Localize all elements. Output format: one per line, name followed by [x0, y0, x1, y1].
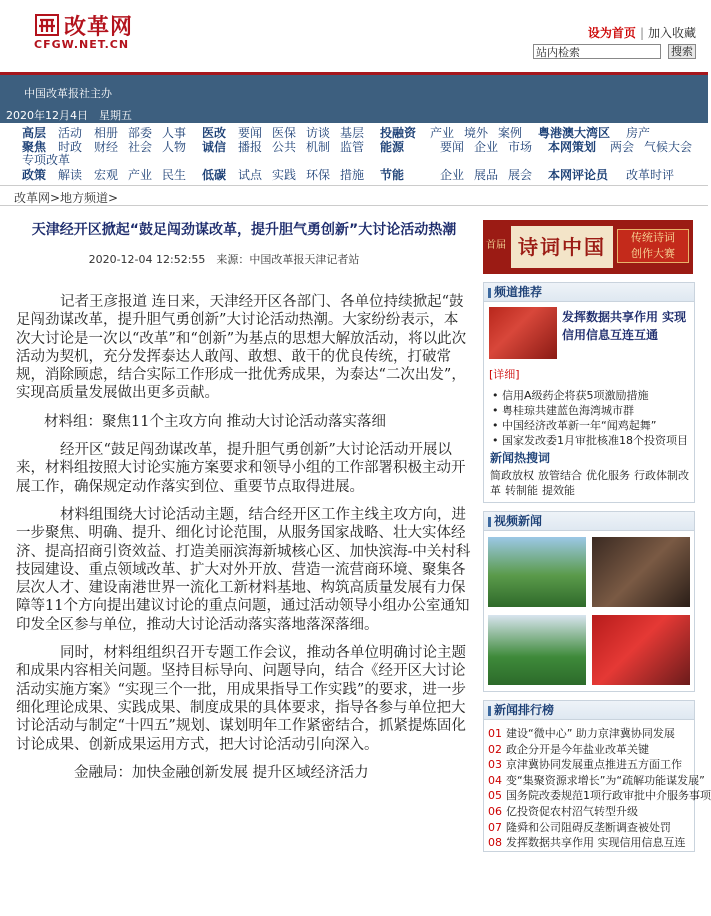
breadcrumb[interactable]: 改革网>地方频道> [14, 191, 119, 205]
nav-item[interactable]: 机制 [306, 140, 331, 154]
logo-mark-icon [34, 12, 60, 38]
featured-title[interactable]: 发挥数据共享作用 实现信用信息互连互通 [562, 310, 687, 342]
ranking-list [484, 720, 711, 851]
nav-item[interactable]: 展品 [474, 168, 499, 182]
nav-item[interactable]: 企业 [440, 168, 465, 182]
nav-item[interactable]: 实践 [272, 168, 297, 182]
nav-item[interactable]: 本网策划 [548, 140, 597, 154]
search-input[interactable] [533, 44, 661, 59]
ranking-item[interactable]: 03 京津冀协同发展重点推进五方面工作 [488, 758, 682, 772]
article-paragraph: 经开区“鼓足闯劲谋改革，提升胆气勇创新”大讨论活动开展以来，材料组按照大讨论实施方案要求和领导小组的工作部署积极主动开展工作，确保规定动作落实到位、重要节点取得进展。 [16, 442, 466, 495]
article-paragraph: 记者王彦报道 连日来，天津经开区各部门、各单位持续掀起“鼓足闯劲谋改革，提升胆气勇创新”大讨论活动热潮。大家纷纷表示，本次大讨论是一次以“改革”和“创新”为基点的思想大解放活动，将以此次活动为契机，充分发挥泰达人敢闯、敢想、敢干的优良传统，打破常规，消除顾虑，结合实际工作形成一批优秀成果，为泰达“二次出发”，实现高质量发展做出更多贡献。 [16, 294, 467, 402]
hot-word[interactable]: 放管结合 [538, 469, 582, 482]
nav-item[interactable]: 试点 [238, 168, 263, 182]
date-text: 2020年12月4日 星期五 [6, 109, 132, 122]
article-subheading: 材料组：聚焦11个主攻方向 推动大讨论活动落实落细 [44, 413, 387, 430]
set-home-link[interactable]: 设为首页 [587, 26, 636, 40]
hot-word[interactable]: 优化服务 [586, 469, 630, 482]
channel-nav [0, 123, 708, 186]
nav-item[interactable]: 措施 [340, 168, 365, 182]
featured-item[interactable] [484, 302, 694, 364]
ranking-item[interactable]: 01 建设“微中心” 助力京津冀协同发展 [488, 727, 675, 740]
nav-item[interactable]: 基层 [340, 126, 365, 140]
poetry-banner[interactable] [483, 220, 693, 274]
nav-item[interactable]: 人物 [162, 140, 187, 154]
nav-item[interactable]: 解读 [58, 168, 83, 182]
add-favorite-link[interactable]: 加入收藏 [647, 26, 696, 40]
article-paragraph: 同时，材料组组织召开专题工作会议，推动各单位明确讨论主题和成果内容相关问题。坚持目标导向、问题导向，结合《经开区大讨论活动实施方案》“实现三个一批，用成果指导工作实践”的要求，进一步细化理论成果、实践成果、制度成果的具体要求，指导各参与单位把大讨论活动与制定“十四五”规划、谋划明年工作紧密结合，抓紧提炼固化讨论成果、创新成果运用方式，把大讨论活动引向深入。 [16, 645, 466, 753]
article-subheading: 金融局：加快金融创新发展 提升区域经济活力 [74, 764, 369, 781]
site-domain: CFGW.NET.CN [34, 38, 130, 51]
nav-item[interactable]: 社会 [128, 140, 153, 154]
sidebar [483, 220, 711, 852]
article-title: 天津经开区掀起“鼓足闯劲谋改革，提升胆气勇创新”大讨论活动热潮 [31, 222, 457, 238]
nav-item[interactable]: 财经 [94, 140, 119, 154]
nav-item[interactable]: 两会 [610, 140, 635, 154]
nav-item[interactable]: 医改 [202, 126, 227, 140]
nav-item[interactable]: 气候大会 [644, 140, 693, 154]
nav-item[interactable]: 改革时评 [626, 168, 675, 182]
host-text: 中国改革报社主办 [24, 87, 112, 100]
ranking-box [483, 700, 711, 852]
list-item[interactable]: • 粤桂琼共建蓝色海湾城市群 [490, 403, 690, 418]
hot-word[interactable]: 简政放权 [490, 469, 534, 482]
ranking-item[interactable]: 04 变“集聚资源求增长”为“疏解功能谋发展” [488, 773, 705, 787]
site-header [0, 0, 708, 72]
video-grid [484, 531, 694, 691]
video-thumbnail[interactable] [592, 615, 690, 685]
banner-subtitle: 传统诗词 创作大赛 [617, 229, 689, 263]
ranking-item[interactable]: 08 发挥数据共享作用 实现信用信息互连 [488, 836, 686, 850]
nav-item[interactable]: 高层 [22, 126, 47, 140]
article [16, 222, 472, 782]
article-paragraph: 材料组围绕大讨论活动主题，结合经开区工作主线主攻方向，进一步聚焦、明确、提升、细化讨论范围，从服务国家战略、壮大实体经济、提高招商引资效益、打造美丽滨海新城核心区、加快滨海-中关村科技园建设、重点领域改革、扩大对外开放、营造一流营商环境、聚集各层次人才、建设南港世界一流化工新材料基地、构筑高质量发展有力保障等11个方向提出建议讨论的重点问题，通过活动领导小组办公室通知印发全区参与单位，推动大讨论活动落实落地落深落细。 [16, 506, 471, 633]
nav-item[interactable]: 民生 [162, 168, 187, 182]
banner-title: 诗词中国 [511, 226, 613, 268]
nav-item[interactable]: 部委 [128, 126, 153, 140]
nav-item[interactable]: 专项改革 [22, 153, 71, 167]
nav-item[interactable]: 人事 [162, 126, 187, 140]
recommend-header: 频道推荐 [484, 283, 694, 302]
nav-item[interactable]: 粤港澳大湾区 [538, 126, 611, 140]
nav-item[interactable]: 访谈 [306, 126, 331, 140]
nav-item[interactable]: 展会 [508, 168, 533, 182]
hot-word[interactable]: 提效能 [542, 484, 575, 497]
video-thumbnail[interactable] [488, 537, 586, 607]
nav-item[interactable]: 产业 [128, 168, 153, 182]
ranking-item[interactable]: 02 政企分开是今年盐业改革关键 [488, 742, 649, 756]
banner-label: 首届 [486, 240, 506, 251]
nav-item[interactable]: 医保 [272, 126, 297, 140]
nav-item[interactable]: 投融资 [380, 126, 417, 140]
nav-item[interactable]: 节能 [380, 168, 405, 182]
info-bar [0, 75, 708, 123]
nav-item[interactable]: 产业 [430, 126, 455, 140]
recommend-box [483, 282, 695, 503]
video-header: 视频新闻 [484, 512, 694, 531]
featured-image[interactable] [489, 307, 557, 359]
nav-item[interactable]: 要闻 [440, 140, 465, 154]
site-title: 改革网 [64, 14, 134, 40]
hot-search-words [484, 466, 694, 502]
ranking-item[interactable]: 07 隆舜和公司阻碍反垄断调查被处罚 [488, 820, 671, 834]
nav-item[interactable]: 时政 [58, 140, 83, 154]
list-item[interactable]: • 中国经济改革新一年“闻鸡起舞” [490, 418, 690, 433]
list-item[interactable]: • 国家发改委1月审批核准18个投资项目 [490, 433, 690, 448]
nav-item[interactable]: 宏观 [94, 168, 119, 182]
nav-item[interactable]: 监管 [340, 140, 365, 154]
list-item[interactable]: • 信用A级药企将获5项激励措施 [490, 388, 690, 403]
breadcrumb-divider [0, 205, 708, 206]
video-box [483, 511, 695, 692]
nav-item[interactable]: 案例 [498, 126, 523, 140]
nav-item[interactable]: 低碳 [202, 168, 227, 182]
video-thumbnail[interactable] [488, 615, 586, 685]
nav-item[interactable]: 市场 [508, 140, 533, 154]
hot-search-title: 新闻热搜词 [490, 451, 551, 465]
recommend-list [484, 382, 694, 448]
nav-item[interactable]: 要闻 [238, 126, 263, 140]
nav-item[interactable]: 聚焦 [22, 140, 47, 154]
nav-item[interactable]: 相册 [94, 126, 119, 140]
ranking-header: 新闻排行榜 [484, 701, 694, 720]
link-separator: | [639, 26, 644, 40]
hot-word[interactable]: 行政体制改革 [490, 469, 689, 497]
ranking-item[interactable]: 05 国务院改委规范1项行政审批中介服务事项 [488, 789, 711, 803]
nav-item[interactable]: 诚信 [202, 140, 227, 154]
nav-item[interactable]: 房产 [626, 126, 651, 140]
nav-item[interactable]: 企业 [474, 140, 499, 154]
search-button[interactable]: 搜索 [668, 44, 696, 59]
top-links [588, 24, 696, 41]
nav-item[interactable]: 本网评论员 [548, 168, 609, 182]
nav-item[interactable]: 活动 [58, 126, 83, 140]
nav-item[interactable]: 环保 [306, 168, 331, 182]
nav-item[interactable]: 公共 [272, 140, 297, 154]
video-thumbnail[interactable] [592, 537, 690, 607]
nav-item[interactable]: 政策 [22, 168, 47, 182]
ranking-item[interactable]: 06 亿投资促农村沼气转型升级 [488, 804, 638, 818]
article-meta: 2020-12-04 12:52:55 来源：中国改革报天津记者站 [88, 253, 360, 266]
hot-word[interactable]: 转制能 [505, 484, 538, 497]
nav-item[interactable]: 能源 [380, 140, 405, 154]
nav-item[interactable]: 播报 [238, 140, 263, 154]
nav-item[interactable]: 境外 [464, 126, 489, 140]
detail-link[interactable]: [详细] [489, 368, 520, 381]
